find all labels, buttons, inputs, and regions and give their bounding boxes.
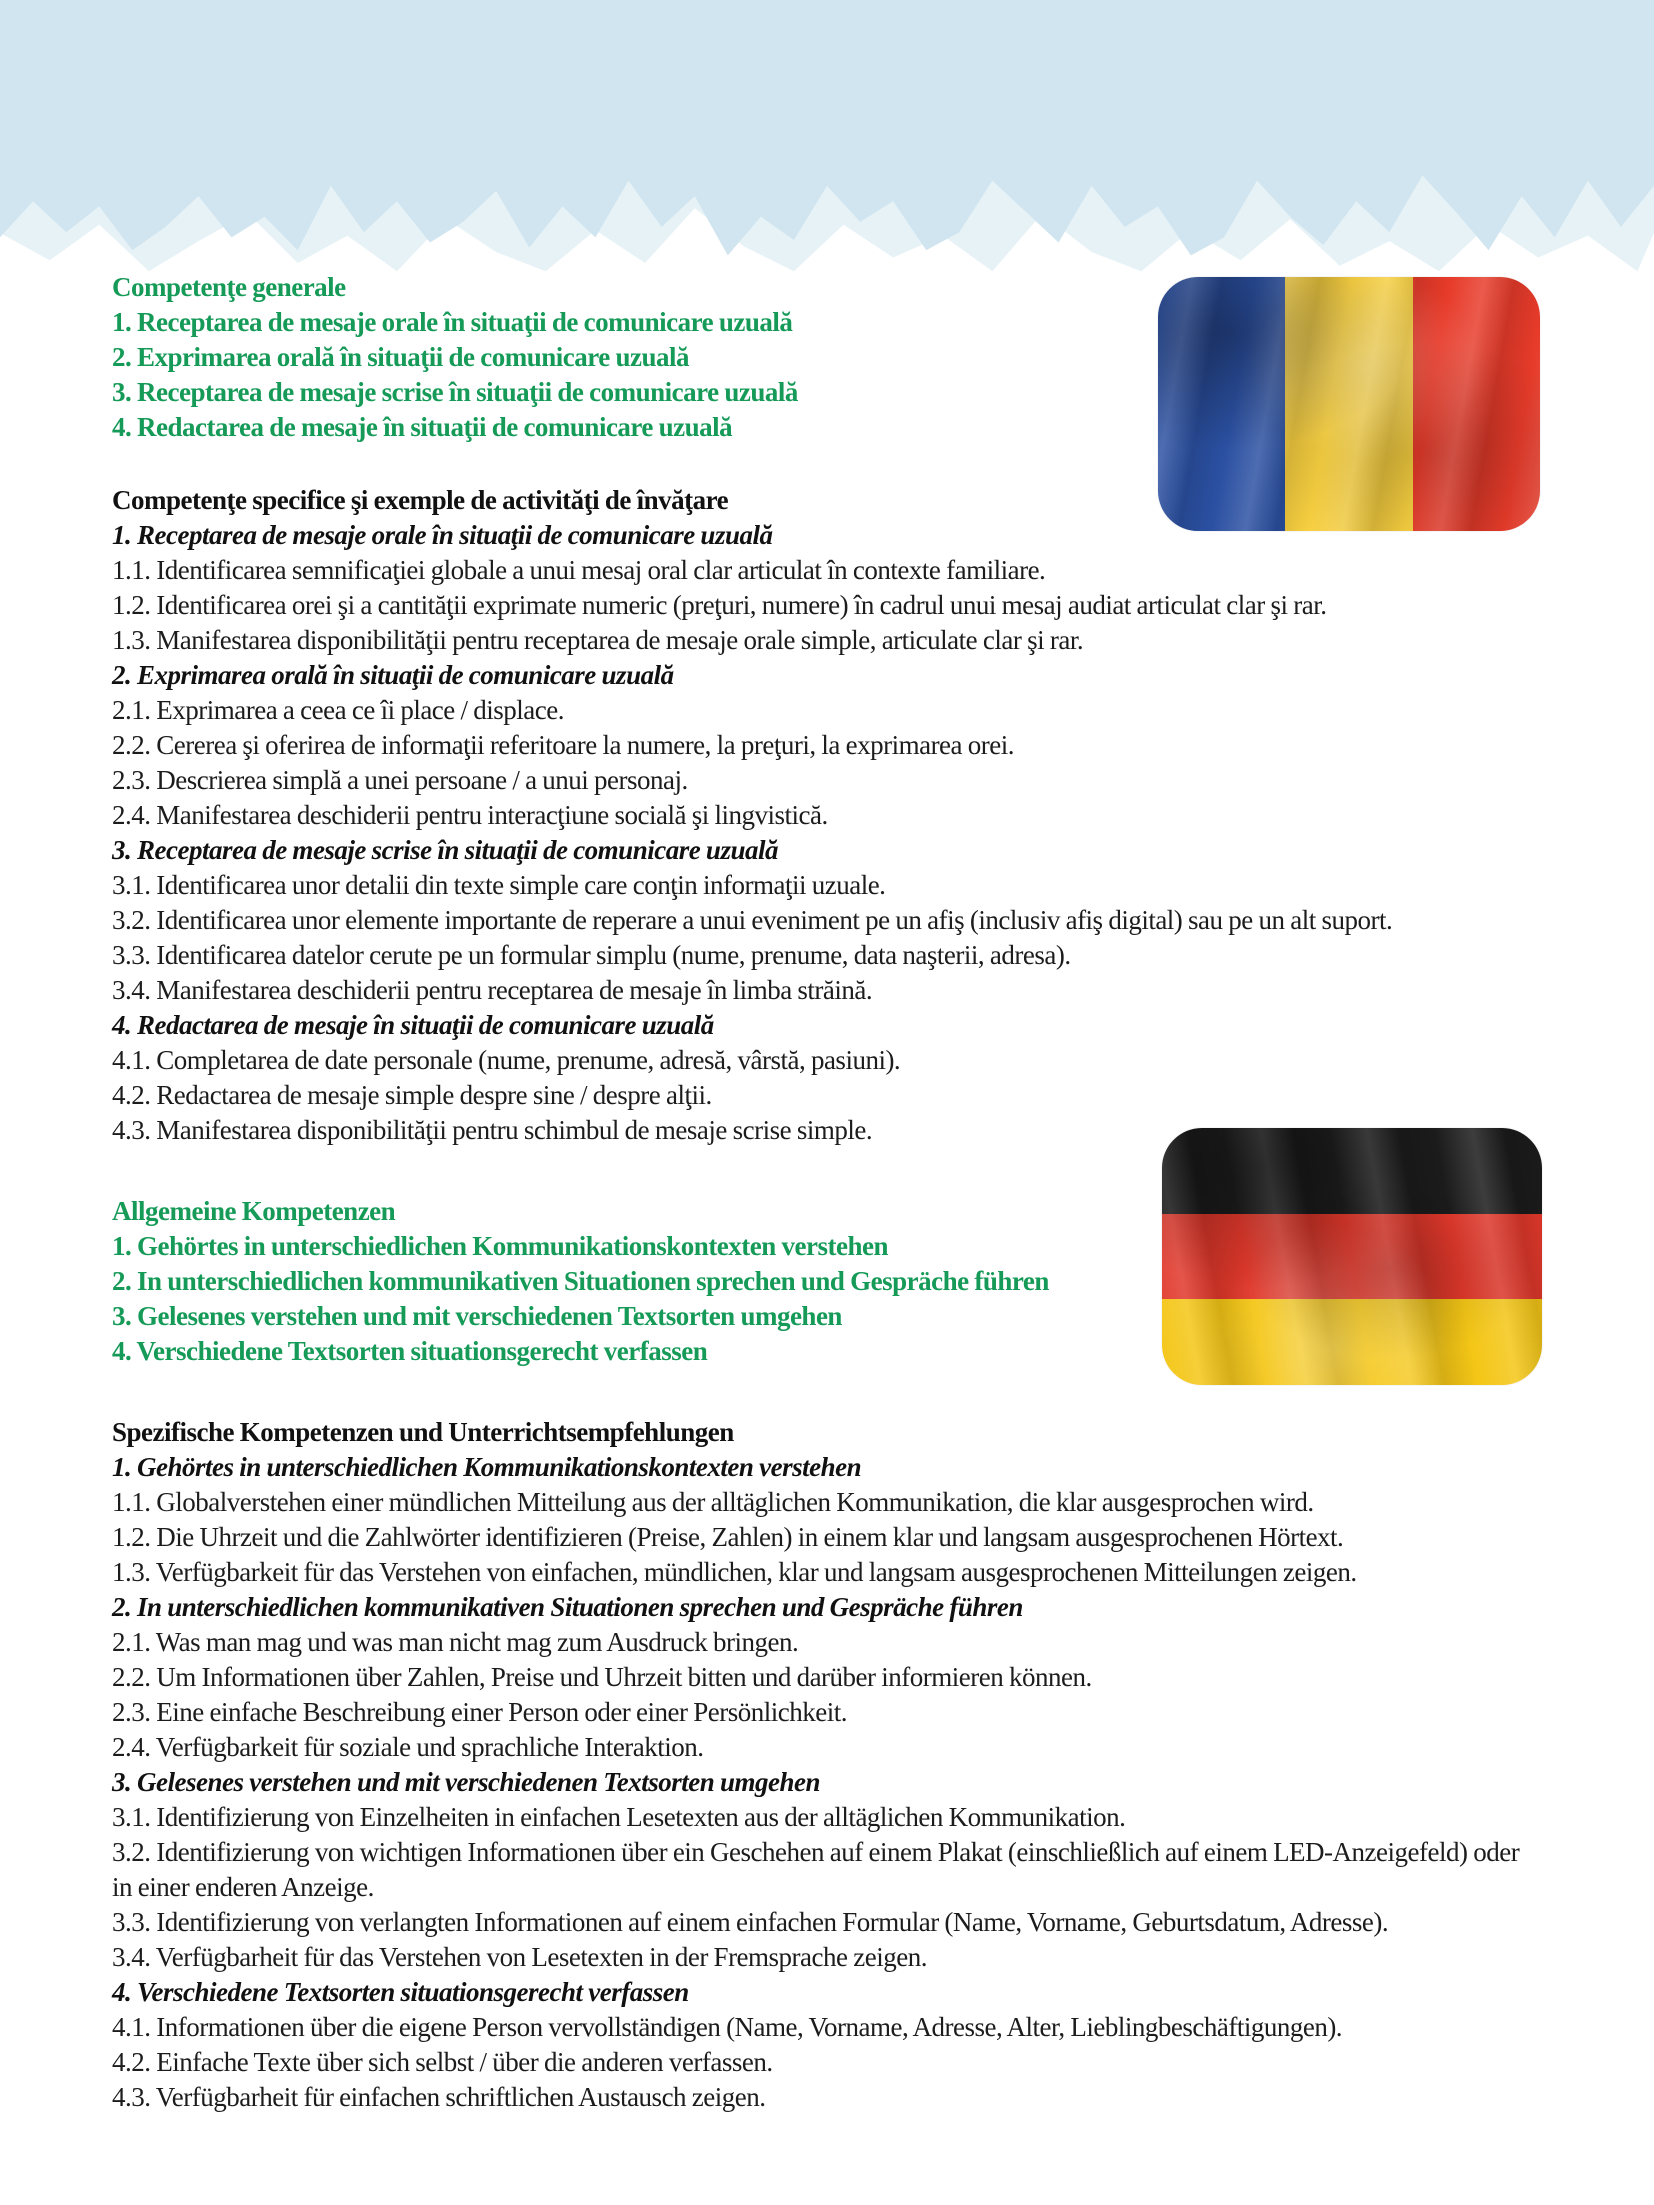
de-section-item: 4.1. Informationen über die eigene Person vervollständigen (Name, Vorname, Adresse, Alter, Lieblingbeschäftigungen). [112,2012,1343,2042]
ro-section-item: 3.2. Identificarea unor elemente importante de reperare a unui eveniment pe un afiş (inclusiv afiş digital) sau pe un alt suport. [112,905,1393,935]
document-text-column [112,270,1536,2115]
ro-section-heading: 3. Receptarea de mesaje scrise în situaţii de comunicare uzuală [112,835,778,865]
de-section-heading: 4. Verschiedene Textsorten situationsgerecht verfassen [112,1977,689,2007]
de-section-heading: 1. Gehörtes in unterschiedlichen Kommunikationskontexten verstehen [112,1452,862,1482]
de-specific-title: Spezifische Kompetenzen und Unterrichtsempfehlungen [112,1417,734,1447]
de-section-item: 3.4. Verfügbarheit für das Verstehen von Lesetexten in der Fremsprache zeigen. [112,1942,927,1972]
de-section-item: 1.2. Die Uhrzeit und die Zahlwörter identifizieren (Preise, Zahlen) in einem klar und langsam ausgesprochenen Hörtext. [112,1522,1344,1552]
ro-section-item: 4.2. Redactarea de mesaje simple despre sine / despre alţii. [112,1080,712,1110]
ro-section-item: 2.1. Exprimarea a ceea ce îi place / displace. [112,695,564,725]
de-section-item: 3.2. Identifizierung von wichtigen Informationen über ein Geschehen auf einem Plakat (einschließlich auf einem LED-Anzeigefeld) oder in einer enderen Anzeige. [112,1837,1520,1902]
ro-section-item: 1.1. Identificarea semnificaţiei globale a unui mesaj oral clar articulat în contexte familiare. [112,555,1046,585]
ro-specific-title: Competenţe specifice şi exemple de activităţi de învăţare [112,485,729,515]
ro-section-heading: 4. Redactarea de mesaje în situaţii de comunicare uzuală [112,1010,714,1040]
de-section-item: 3.3. Identifizierung von verlangten Informationen auf einem einfachen Formular (Name, Vorname, Geburtsdatum, Adresse). [112,1907,1389,1937]
de-section-item: 2.4. Verfügbarkeit für soziale und sprachliche Interaktion. [112,1732,704,1762]
de-general-item: 3. Gelesenes verstehen und mit verschiedenen Textsorten umgehen [112,1301,842,1331]
ro-section-item: 1.2. Identificarea orei şi a cantităţii exprimate numeric (preţuri, numere) în cadrul unui mesaj audiat articulat clar şi rar. [112,590,1327,620]
de-section-item: 4.2. Einfache Texte über sich selbst / über die anderen verfassen. [112,2047,773,2077]
ro-section-item: 3.1. Identificarea unor detalii din texte simple care conţin informaţii uzuale. [112,870,886,900]
sky-band-torn-edge [0,0,1654,274]
ro-general-title: Competenţe generale [112,272,346,302]
de-section-item: 3.1. Identifizierung von Einzelheiten in einfachen Lesetexten aus der alltäglichen Kommunikation. [112,1802,1126,1832]
ro-section-item: 2.3. Descrierea simplă a unei persoane / a unui personaj. [112,765,688,795]
ro-section-heading: 2. Exprimarea orală în situaţii de comunicare uzuală [112,660,674,690]
ro-general-item: 2. Exprimarea orală în situaţii de comunicare uzuală [112,342,689,372]
ro-section-item: 2.2. Cererea şi oferirea de informaţii referitoare la numere, la preţuri, la exprimarea orei. [112,730,1015,760]
ro-section-item: 4.1. Completarea de date personale (nume, prenume, adresă, vârstă, pasiuni). [112,1045,901,1075]
de-section-heading: 3. Gelesenes verstehen und mit verschiedenen Textsorten umgehen [112,1767,820,1797]
ro-section-item: 2.4. Manifestarea deschiderii pentru interacţiune socială şi lingvistică. [112,800,828,830]
ro-section-item: 4.3. Manifestarea disponibilităţii pentru schimbul de mesaje scrise simple. [112,1115,873,1145]
de-general-item: 4. Verschiedene Textsorten situationsgerecht verfassen [112,1336,708,1366]
ro-section-heading: 1. Receptarea de mesaje orale în situaţii de comunicare uzuală [112,520,773,550]
de-general-title: Allgemeine Kompetenzen [112,1196,396,1226]
ro-section-item: 3.3. Identificarea datelor cerute pe un formular simplu (nume, prenume, data naşterii, adresa). [112,940,1071,970]
ro-section-item: 1.3. Manifestarea disponibilităţii pentru receptarea de mesaje orale simple, articulate clar şi rar. [112,625,1084,655]
de-section-heading: 2. In unterschiedlichen kommunikativen Situationen sprechen und Gespräche führen [112,1592,1023,1622]
de-section-item: 2.1. Was man mag und was man nicht mag zum Ausdruck bringen. [112,1627,799,1657]
de-section-item: 1.1. Globalverstehen einer mündlichen Mitteilung aus der alltäglichen Kommunikation, die klar ausgesprochen wird. [112,1487,1314,1517]
de-section-item: 1.3. Verfügbarkeit für das Verstehen von einfachen, mündlichen, klar und langsam ausgesprochenen Mitteilungen zeigen. [112,1557,1357,1587]
de-section-item: 4.3. Verfügbarheit für einfachen schriftlichen Austausch zeigen. [112,2082,766,2112]
ro-general-item: 4. Redactarea de mesaje în situaţii de comunicare uzuală [112,412,733,442]
de-section-item: 2.3. Eine einfache Beschreibung einer Person oder einer Persönlichkeit. [112,1697,847,1727]
ro-general-item: 3. Receptarea de mesaje scrise în situaţii de comunicare uzuală [112,377,798,407]
de-general-item: 2. In unterschiedlichen kommunikativen Situationen sprechen und Gespräche führen [112,1266,1049,1296]
de-general-item: 1. Gehörtes in unterschiedlichen Kommunikationskontexten verstehen [112,1231,889,1261]
de-section-item: 2.2. Um Informationen über Zahlen, Preise und Uhrzeit bitten und darüber informieren können. [112,1662,1092,1692]
ro-general-item: 1. Receptarea de mesaje orale în situaţii de comunicare uzuală [112,307,793,337]
ro-section-item: 3.4. Manifestarea deschiderii pentru receptarea de mesaje în limba străină. [112,975,873,1005]
